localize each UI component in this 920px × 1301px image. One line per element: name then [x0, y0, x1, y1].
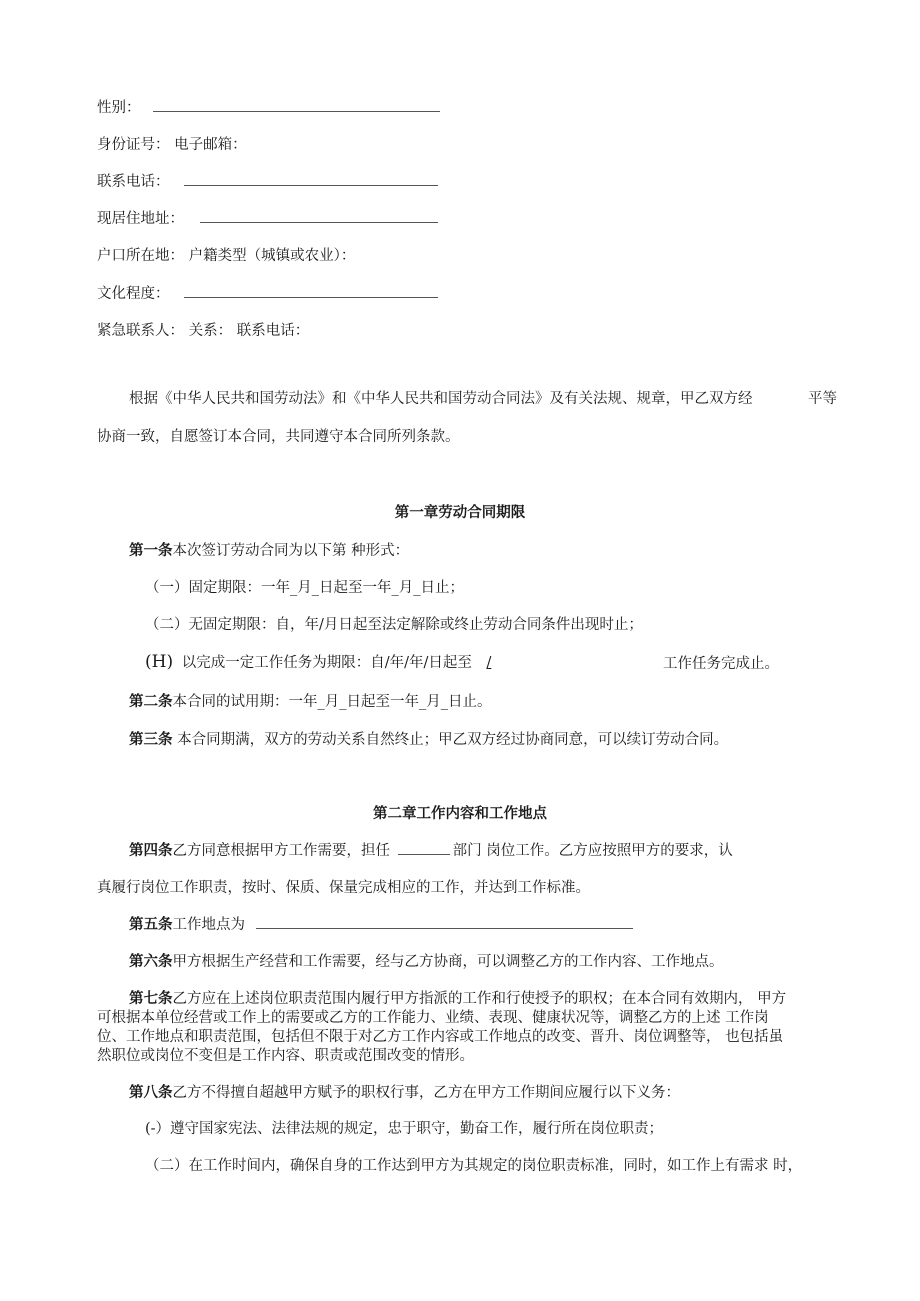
preamble-line-1 [129, 389, 753, 409]
article-4-text-a: 乙方同意根据甲方工作需要，担任 [172, 843, 390, 859]
article-1-item-3-text: 以完成一定工作任务为期限：自/年/年/日起至 [181, 655, 472, 671]
phone-label: 联系电话： [97, 174, 170, 190]
address-field [97, 209, 438, 229]
phone-blank[interactable] [184, 173, 438, 186]
article-4-text-b: 部门 岗位工作。乙方应按照甲方的要求，认 [452, 843, 733, 859]
department-blank[interactable] [398, 842, 450, 855]
address-blank[interactable] [200, 210, 438, 223]
article-8-item-2: （二）在工作时间内，确保自身的工作达到甲方为其规定的岗位职责标准，同时，如工作上有需求 时， [145, 1158, 803, 1174]
article-2 [129, 692, 492, 712]
article-3 [129, 730, 728, 750]
article-3-label: 第三条 [129, 731, 173, 748]
article-1-text: 本次签订劳动合同为以下第 种形式： [172, 543, 410, 559]
article-1-item-3-prefix: (H) [145, 652, 174, 672]
article-7-text-1: 乙方应在上述岗位职责范围内履行甲方指派的工作和行使授予的职权；在本合同有效期内， 甲方 [172, 991, 787, 1007]
id-email-field [97, 135, 247, 155]
article-4-line-2: 真履行岗位工作职责，按时、保质、保量完成相应的工作，并达到工作标准。 [97, 880, 590, 896]
article-6-text: 甲方根据生产经营和工作需要，经与乙方协商，可以调整乙方的工作内容、工作地点。 [172, 954, 724, 970]
gender-label: 性别： [97, 100, 141, 116]
gender-blank[interactable] [153, 99, 440, 112]
preamble-line-2 [97, 427, 460, 447]
education-field [97, 284, 438, 304]
article-8-label: 第八条 [129, 1084, 173, 1101]
article-7-line-3: 位、工作地点和职责范围，包括但不限于对乙方工作内容或工作地点的改变、晋升、岗位调整等， 也包括虽 [97, 1029, 784, 1045]
article-7-line-4: 然职位或岗位不变但是工作内容、职责或范围改变的情形。 [97, 1048, 474, 1064]
address-label: 现居住地址： [97, 211, 184, 227]
article-6 [129, 952, 724, 972]
preamble-text-2: 协商一致，自愿签订本合同，共同遵守本合同所列条款。 [97, 429, 460, 445]
article-4-label: 第四条 [129, 842, 173, 859]
hukou-label: 户口所在地： 户籍类型（城镇或农业）： [97, 248, 356, 264]
article-2-label: 第二条 [129, 693, 173, 710]
id-email-label: 身份证号： 电子邮箱： [97, 137, 247, 153]
work-location-blank[interactable] [256, 916, 633, 929]
article-3-text: 本合同期满，双方的劳动关系自然终止；甲乙双方经过协商同意，可以续订劳动合同。 [172, 732, 729, 748]
emergency-label: 紧急联系人： 关系： 联系电话： [97, 323, 310, 339]
article-6-label: 第六条 [129, 953, 173, 970]
article-1-item-3 [145, 652, 491, 673]
gender-field [97, 98, 440, 118]
hukou-field [97, 246, 355, 266]
article-5-text: 工作地点为 [172, 917, 245, 933]
article-8 [129, 1083, 680, 1103]
preamble-line-1-tail [808, 389, 837, 409]
chapter-2-title: 第二章工作内容和工作地点 [373, 805, 547, 822]
article-1-item-3-slash: / [486, 655, 492, 671]
article-5-label: 第五条 [129, 916, 173, 933]
preamble-text-1: 根据《中华人民共和国劳动法》和《中华人民共和国劳动合同法》及有关法规、规章，甲乙双方经 [129, 391, 753, 407]
emergency-field [97, 321, 309, 341]
article-7-line-2: 可根据本单位经营或工作上的需要或乙方的工作能力、业绩、表现、健康状况等，调整乙方的上述 工作岗 [97, 1010, 769, 1026]
article-4 [129, 841, 733, 861]
education-label: 文化程度： [97, 286, 170, 302]
article-7-line-1 [129, 989, 786, 1009]
article-5 [129, 915, 633, 935]
article-1-label: 第一条 [129, 542, 173, 559]
article-7-label: 第七条 [129, 990, 173, 1007]
article-1-item-1: （一）固定期限：一年_月_日起至一年_月_日止； [145, 580, 464, 596]
article-1-item-3-tail: 工作任务完成止。 [663, 656, 779, 672]
chapter-1-title: 第一章劳动合同期限 [394, 504, 526, 521]
article-2-text: 本合同的试用期：一年_月_日起至一年_月_日止。 [172, 694, 492, 710]
article-8-item-1: (-）遵守国家宪法、法律法规的规定，忠于职守，勤奋工作，履行所在岗位职责； [145, 1121, 664, 1137]
article-8-text: 乙方不得擅自超越甲方赋予的职权行事，乙方在甲方工作期间应履行以下义务： [172, 1085, 680, 1101]
education-blank[interactable] [184, 285, 438, 298]
article-1-item-2: （二）无固定期限：自，年/月日起至法定解除或终止劳动合同条件出现时止； [145, 617, 643, 633]
phone-field [97, 172, 438, 192]
article-1 [129, 541, 409, 561]
preamble-text-1-tail: 平等 [808, 391, 837, 407]
